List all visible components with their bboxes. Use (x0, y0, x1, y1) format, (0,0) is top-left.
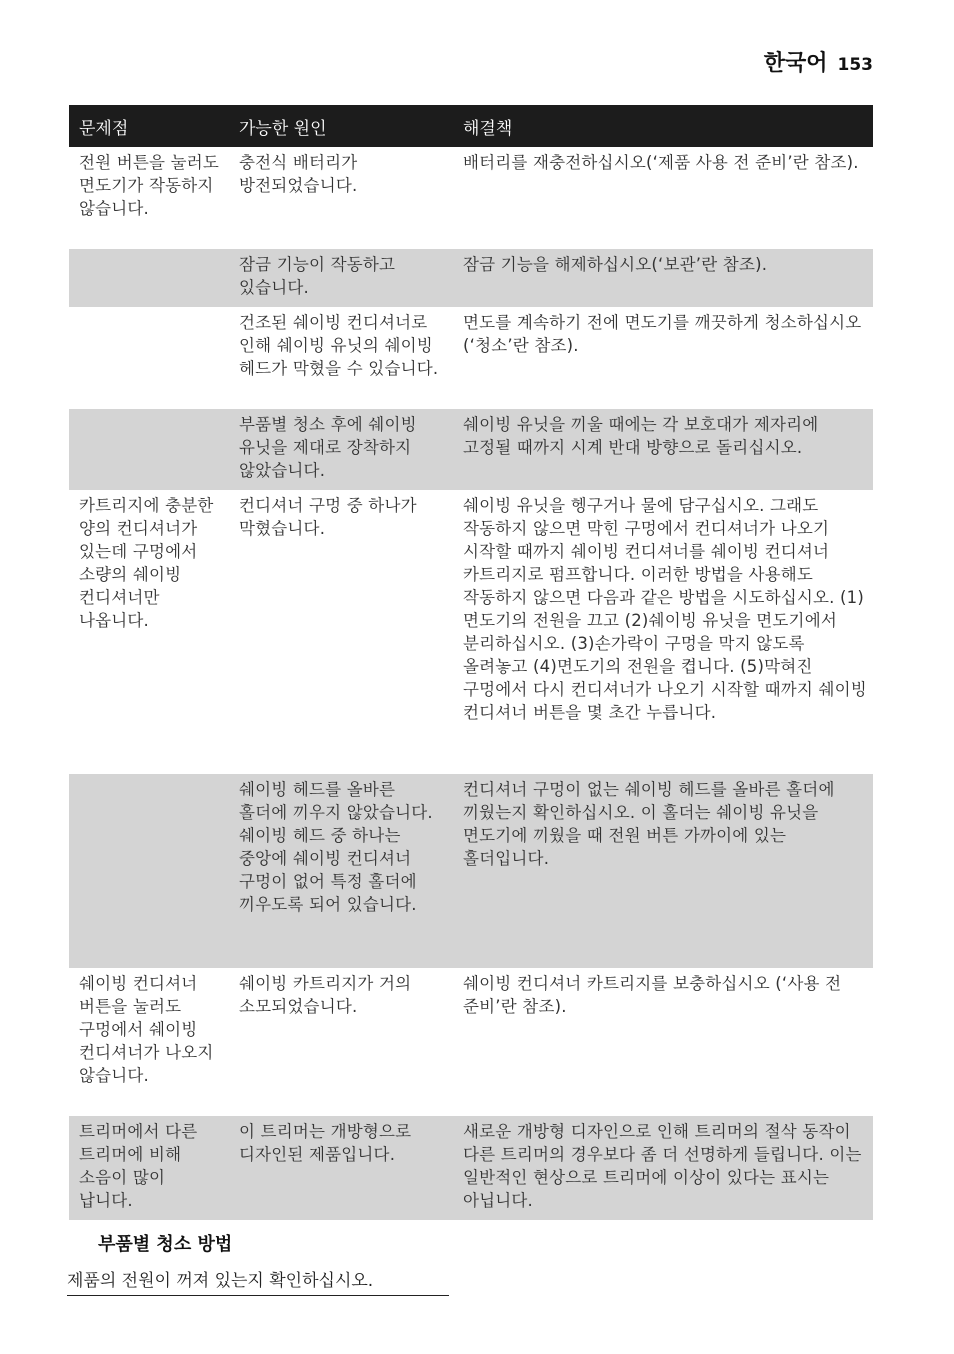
problem-cell (69, 409, 229, 490)
table-row (69, 409, 873, 490)
table-header-row (69, 105, 873, 147)
table-row (69, 307, 873, 409)
cause-cell: 쉐이빙 헤드를 올바른 홀더에 끼우지 않았습니다. 쉐이빙 헤드 중 하나는 중앙에 쉐이빙 컨디셔너 구멍이 없어 특정 홀더에 끼우도록 되어 있습니다. (229, 774, 453, 968)
cause-cell: 잠금 기능이 작동하고 있습니다. (229, 249, 453, 307)
problem-cell: 트리머에서 다른 트리머에 비해 소음이 많이 납니다. (69, 1116, 229, 1220)
solution-cell: 쉐이빙 유닛을 끼울 때에는 각 보호대가 제자리에 고정될 때까지 시계 반대 방향으로 돌리십시오. (453, 409, 873, 490)
solution-cell: 쉐이빙 유닛을 헹구거나 물에 담구십시오. 그래도 작동하지 않으면 막힌 구멍에서 컨디셔너가 나오기 시작할 때까지 쉐이빙 컨디셔너를 쉐이빙 컨디셔너 카트리지로 펌프합니다. 이러한 방법을 사용해도 작동하지 않으면 다음과 같은 방법을 시도하십시오. (1)면도기의 전원을 끄고 (2)쉐이빙 유닛을 면도기에서 분리하십시오. (3)손가락이 구멍을 막지 않도록 올려놓고 (4)면도기의 전원을 켭니다. (5)막혀진 구멍에서 다시 컨디셔너가 나오기 시작할 때까지 쉐이빙 컨디셔너 버튼을 몇 초간 누릅니다. (463, 496, 867, 722)
solution-cell: 잠금 기능을 해제하십시오(‘보관’란 참조). (453, 249, 873, 307)
solution-cell: 면도를 계속하기 전에 면도기를 깨끗하게 청소하십시오 (‘청소’란 참조). (463, 313, 862, 355)
problem-cell (69, 774, 229, 968)
page-number: 153 (837, 55, 873, 75)
table-row (69, 147, 873, 249)
page-header (764, 46, 873, 77)
instruction-note: 제품의 전원이 꺼져 있는지 확인하십시오. (67, 1266, 449, 1296)
table-row (69, 1116, 873, 1220)
problem-cell (69, 249, 229, 307)
table-row (69, 774, 873, 968)
section-title: 부품별 청소 방법 (98, 1234, 233, 1255)
problem-cell: 쉐이빙 컨디셔너 버튼을 눌러도 구멍에서 쉐이빙 컨디셔너가 나오지 않습니다. (79, 974, 214, 1085)
solution-cell: 컨디셔너 구멍이 없는 쉐이빙 헤드를 올바른 홀더에 끼웠는지 확인하십시오. 이 홀더는 쉐이빙 유닛을 면도기에 끼웠을 때 전원 버튼 가까이에 있는 홀더입니다. (453, 774, 873, 968)
cause-cell: 컨디셔너 구멍 중 하나가 막혔습니다. (239, 496, 417, 538)
table-row (69, 249, 873, 307)
solution-cell: 새로운 개방형 디자인으로 인해 트리머의 절삭 동작이 다른 트리머의 경우보다 좀 더 선명하게 들립니다. 이는 일반적인 현상으로 트리머에 이상이 있다는 표시는 아닙니다. (453, 1116, 873, 1220)
solution-cell: 쉐이빙 컨디셔너 카트리지를 보충하십시오 (‘사용 전 준비’란 참조). (463, 974, 842, 1016)
cause-cell: 건조된 쉐이빙 컨디셔너로 인해 쉐이빙 유닛의 쉐이빙 헤드가 막혔을 수 있습니다. (239, 313, 439, 378)
cause-cell: 충전식 배터리가 방전되었습니다. (239, 153, 358, 195)
language-label: 한국어 (763, 51, 828, 76)
table-row (69, 490, 873, 774)
troubleshooting-table (69, 105, 873, 1220)
cause-cell: 부품별 청소 후에 쉐이빙 유닛을 제대로 장착하지 않았습니다. (229, 409, 453, 490)
cause-cell: 쉐이빙 카트리지가 거의 소모되었습니다. (239, 974, 412, 1016)
problem-cell: 전원 버튼을 눌러도 면도기가 작동하지 않습니다. (79, 153, 220, 218)
header-problem: 문제점 (69, 105, 229, 147)
table-row (69, 968, 873, 1116)
header-solution: 해결책 (453, 105, 873, 147)
cause-cell: 이 트리머는 개방형으로 디자인된 제품입니다. (229, 1116, 453, 1220)
problem-cell: 카트리지에 충분한 양의 컨디셔너가 있는데 구멍에서 소량의 쉐이빙 컨디셔너만 나옵니다. (79, 496, 214, 630)
problem-cell (69, 307, 229, 409)
solution-cell: 배터리를 재충전하십시오(‘제품 사용 전 준비’란 참조). (463, 153, 859, 172)
header-cause: 가능한 원인 (229, 105, 453, 147)
